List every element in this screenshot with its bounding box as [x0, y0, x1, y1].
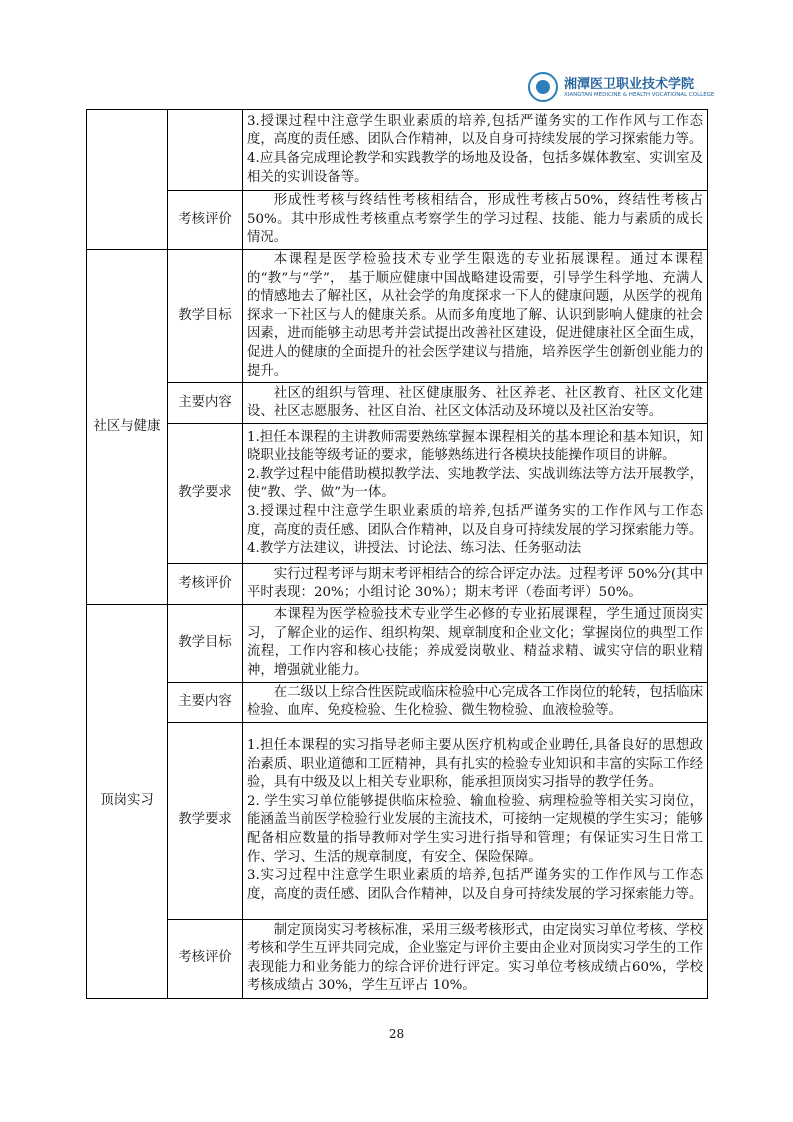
table-row	[87, 250, 708, 383]
requirement-text-cell	[243, 110, 708, 191]
row-label-cell: 考核评价	[168, 564, 243, 605]
table-row	[87, 424, 708, 564]
requirement-line: 2. 学生实习单位能够提供临床检验、输血检验、病理检验等相关实习岗位，能涵盖当前医学检验行业发展的主流技术，可接纳一定规模的学生实习；能够配备相应数量的指导教师对学生实习进行指导和管理；有保证实习生日常工作、学习、生活的规章制度，有安全、保险保障。	[247, 793, 703, 865]
table-row	[87, 191, 708, 250]
requirement-line: 4.教学方法建议，讲授法、讨论法、练习法、任务驱动法	[247, 541, 582, 557]
table-row	[87, 682, 708, 722]
table-row	[87, 605, 708, 682]
evaluation-text-cell: 制定顶岗实习考核标准，采用三级考核形式，由定岗实习单位考核、学校考核和学生互评共同完成，企业鉴定与评价主要由企业对顶岗实习学生的工作表现能力和业务能力的综合评价进行评定。实习单位考核成绩占60%，学校考核成绩占 30%，学生互评占 10%。	[243, 919, 708, 998]
row-label-cell: 考核评价	[168, 919, 243, 998]
college-emblem-icon	[528, 72, 558, 102]
course-cell-previous	[87, 110, 168, 250]
table-row	[87, 919, 708, 998]
requirement-line: 3.实习过程中注意学生职业素质的培养,包括严谨务实的工作作风与工作态度，高度的责任感、团队合作精神，以及自身可持续发展的学习探索能力等。	[247, 868, 703, 902]
evaluation-text-cell: 形成性考核与终结性考核相结合，形成性考核占50%，终结性考核占50%。其中形成性考核重点考察学生的学习过程、技能、能力与素质的成长情况。	[243, 191, 708, 250]
requirement-line: 1.担任本课程的实习指导老师主要从医疗机构或企业聘任,具备良好的思想政治素质、职业道德和工匠精神，具有扎实的检验专业知识和丰富的实际工作经验，具有中级及以上相关专业职称，能承担顶岗实习指导的教学任务。	[247, 738, 703, 791]
table-row	[87, 110, 708, 191]
row-label-cell: 教学要求	[168, 424, 243, 564]
row-label-cell	[168, 110, 243, 191]
course-name-cell: 社区与健康	[87, 250, 168, 605]
row-label-cell: 主要内容	[168, 682, 243, 722]
table-row	[87, 564, 708, 605]
college-logo	[528, 72, 728, 106]
course-name-cell: 顶岗实习	[87, 605, 168, 999]
logo-text-cn: 湘潭医卫职业技术学院	[564, 77, 695, 92]
row-label-cell: 教学目标	[168, 250, 243, 383]
requirement-line: 3.授课过程中注意学生职业素质的培养,包括严谨务实的工作作风与工作态度，高度的责任感、团队合作精神，以及自身可持续发展的学习探索能力等。	[247, 113, 703, 148]
table-row	[87, 722, 708, 919]
row-label-cell: 教学要求	[168, 722, 243, 919]
row-label-cell: 主要内容	[168, 383, 243, 424]
content-text-cell: 社区的组织与管理、社区健康服务、社区养老、社区教育、社区文化建设、社区志愿服务、社区自治、社区文体活动及环境以及社区治安等。	[243, 383, 708, 424]
requirement-text-cell	[243, 424, 708, 564]
table-row	[87, 383, 708, 424]
row-label-cell: 教学目标	[168, 605, 243, 682]
requirement-line: 4.应具备完成理论教学和实践教学的场地及设备，包括多媒体教室、实训室及相关的实训设备等。	[247, 151, 703, 185]
page-number: 28	[388, 1027, 405, 1041]
evaluation-text-cell: 实行过程考评与期末考评相结合的综合评定办法。过程考评 50%分(其中平时表现：20%；小组讨论 30%）；期末考评（卷面考评）50%。	[243, 564, 708, 605]
requirement-line: 2.教学过程中能借助模拟教学法、实地教学法、实战训练法等方法开展教学，使“教、学、做”为一体。	[247, 466, 703, 501]
content-text-cell: 在二级以上综合性医院或临床检验中心完成各工作岗位的轮转，包括临床检验、血库、免疫检验、生化检验、微生物检验、血液检验等。	[243, 682, 708, 722]
goal-text-cell: 本课程是医学检验技术专业学生限选的专业拓展课程。通过本课程的“教”与“学”， 基于顺应健康中国战略建设需要，引导学生科学地、充满人的情感地去了解社区，从社会学的角度探求一下人的健康问题，从医学的视角探求一下社区与人的健康关系。从而多角度地了解、认识到影响人健康的社会因素，进而能够主动思考并尝试提出改善社区建设，促进健康社区全面生成，促进人的健康的全面提升的社会医学建议与措施，培养医学生创新创业能力的提升。	[243, 250, 708, 383]
course-table	[86, 109, 708, 999]
goal-text-cell: 本课程为医学检验技术专业学生必修的专业拓展课程，学生通过顶岗实习，了解企业的运作、组织构架、规章制度和企业文化；掌握岗位的典型工作流程，工作内容和核心技能；养成爱岗敬业、精益求精、诚实守信的职业精神，增强就业能力。	[243, 605, 708, 682]
row-label-cell: 考核评价	[168, 191, 243, 250]
requirement-text-cell	[243, 722, 708, 919]
logo-text-en: XIANGTAN MEDICINE & HEALTH VOCATIONAL COLLEGE	[564, 92, 715, 98]
requirement-line: 3.授课过程中注意学生职业素质的培养,包括严谨务实的工作作风与工作态度，高度的责任感、团队合作精神，以及自身可持续发展的学习探索能力等。	[247, 503, 703, 538]
requirement-line: 1.担任本课程的主讲教师需要熟练掌握本课程相关的基本理论和基本知识，知晓职业技能等级考证的要求，能够熟练进行各模块技能操作项目的讲解。	[247, 429, 703, 464]
